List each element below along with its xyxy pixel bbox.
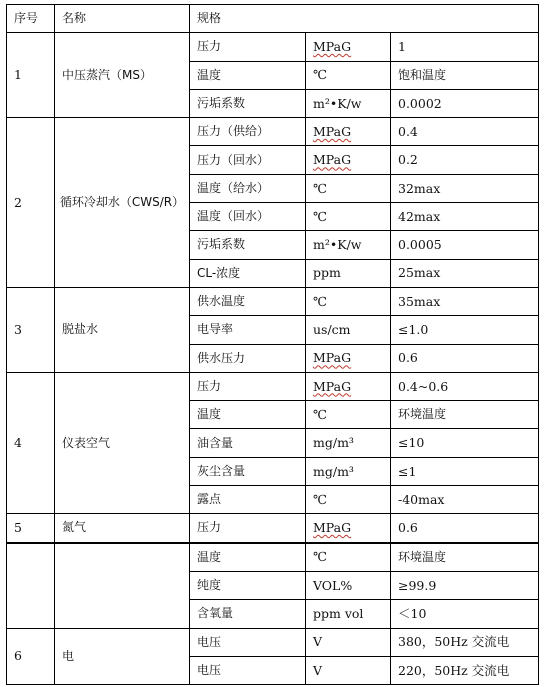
table-row xyxy=(7,514,539,543)
value-cell: 0.6 xyxy=(391,344,539,372)
value-cell: 0.0002 xyxy=(391,89,539,117)
unit-cell: ℃ xyxy=(306,486,391,514)
unit-cell: MPaG xyxy=(306,118,391,146)
value-cell: 0.4 xyxy=(391,118,539,146)
parameter-cell: 电导率 xyxy=(190,316,306,344)
value-cell: 环境温度 xyxy=(391,543,539,572)
unit-cell: MPaG xyxy=(306,33,391,61)
unit-cell: us/cm xyxy=(306,316,391,344)
header-spec: 规格 xyxy=(190,5,539,33)
item-name xyxy=(55,543,190,628)
item-number: 4 xyxy=(7,372,55,513)
value-cell: ≤1 xyxy=(391,457,539,485)
value-cell: 220，50Hz 交流电 xyxy=(391,656,539,684)
unit-cell: MPaG xyxy=(306,344,391,372)
parameter-cell: 压力 xyxy=(190,514,306,543)
value-cell: ≤10 xyxy=(391,429,539,457)
parameter-cell: 供水压力 xyxy=(190,344,306,372)
parameter-cell: 压力（回水） xyxy=(190,146,306,174)
parameter-cell: 压力 xyxy=(190,33,306,61)
item-name: 仪表空气 xyxy=(55,372,190,513)
parameter-cell: 压力 xyxy=(190,372,306,400)
table-row xyxy=(7,543,539,572)
unit-cell: MPaG xyxy=(306,514,391,543)
header-no: 序号 xyxy=(7,5,55,33)
item-number: 2 xyxy=(7,118,55,288)
parameter-cell: 油含量 xyxy=(190,429,306,457)
unit-cell: V xyxy=(306,628,391,656)
unit-cell: VOL% xyxy=(306,571,391,599)
table-row xyxy=(7,33,539,61)
parameter-cell: 电压 xyxy=(190,656,306,684)
item-number xyxy=(7,543,55,628)
value-cell: 环境温度 xyxy=(391,401,539,429)
table-row xyxy=(7,628,539,656)
value-cell: ＜10 xyxy=(391,600,539,628)
unit-cell: mg/m³ xyxy=(306,457,391,485)
unit-cell: m²•K/w xyxy=(306,89,391,117)
value-cell: -40max xyxy=(391,486,539,514)
value-cell: ≥99.9 xyxy=(391,571,539,599)
unit-cell: m²•K/w xyxy=(306,231,391,259)
parameter-cell: 温度 xyxy=(190,543,306,572)
value-cell: 0.4~0.6 xyxy=(391,372,539,400)
value-cell: ≤1.0 xyxy=(391,316,539,344)
unit-cell: ℃ xyxy=(306,174,391,202)
parameter-cell: CL-浓度 xyxy=(190,259,306,287)
value-cell: 35max xyxy=(391,287,539,315)
value-cell: 0.6 xyxy=(391,514,539,543)
item-name: 氮气 xyxy=(55,514,190,543)
value-cell: 32max xyxy=(391,174,539,202)
item-number: 3 xyxy=(7,287,55,372)
unit-cell: ppm vol xyxy=(306,600,391,628)
unit-cell: MPaG xyxy=(306,146,391,174)
parameter-cell: 温度 xyxy=(190,61,306,89)
utility-spec-table xyxy=(6,4,539,685)
parameter-cell: 含氧量 xyxy=(190,600,306,628)
parameter-cell: 温度（给水） xyxy=(190,174,306,202)
parameter-cell: 污垢系数 xyxy=(190,89,306,117)
unit-cell: ℃ xyxy=(306,543,391,572)
unit-cell: ℃ xyxy=(306,401,391,429)
value-cell: 饱和温度 xyxy=(391,61,539,89)
value-cell: 380，50Hz 交流电 xyxy=(391,628,539,656)
unit-cell: ppm xyxy=(306,259,391,287)
unit-cell: mg/m³ xyxy=(306,429,391,457)
value-cell: 0.2 xyxy=(391,146,539,174)
item-name: 中压蒸汽（MS） xyxy=(55,33,190,118)
parameter-cell: 电压 xyxy=(190,628,306,656)
parameter-cell: 温度（回水） xyxy=(190,203,306,231)
item-number: 1 xyxy=(7,33,55,118)
parameter-cell: 灰尘含量 xyxy=(190,457,306,485)
header-row xyxy=(7,5,539,33)
value-cell: 25max xyxy=(391,259,539,287)
parameter-cell: 温度 xyxy=(190,401,306,429)
parameter-cell: 纯度 xyxy=(190,571,306,599)
parameter-cell: 供水温度 xyxy=(190,287,306,315)
table-row xyxy=(7,372,539,400)
value-cell: 0.0005 xyxy=(391,231,539,259)
table-row xyxy=(7,287,539,315)
item-name: 电 xyxy=(55,628,190,685)
item-number: 5 xyxy=(7,514,55,543)
unit-cell: ℃ xyxy=(306,203,391,231)
item-name: 脱盐水 xyxy=(55,287,190,372)
unit-cell: ℃ xyxy=(306,61,391,89)
item-number: 6 xyxy=(7,628,55,685)
unit-cell: ℃ xyxy=(306,287,391,315)
parameter-cell: 压力（供给） xyxy=(190,118,306,146)
item-name: 循环冷却水（CWS/R） xyxy=(55,118,190,288)
parameter-cell: 露点 xyxy=(190,486,306,514)
unit-cell: MPaG xyxy=(306,372,391,400)
header-name: 名称 xyxy=(55,5,190,33)
parameter-cell: 污垢系数 xyxy=(190,231,306,259)
value-cell: 1 xyxy=(391,33,539,61)
table-row xyxy=(7,118,539,146)
unit-cell: V xyxy=(306,656,391,684)
value-cell: 42max xyxy=(391,203,539,231)
